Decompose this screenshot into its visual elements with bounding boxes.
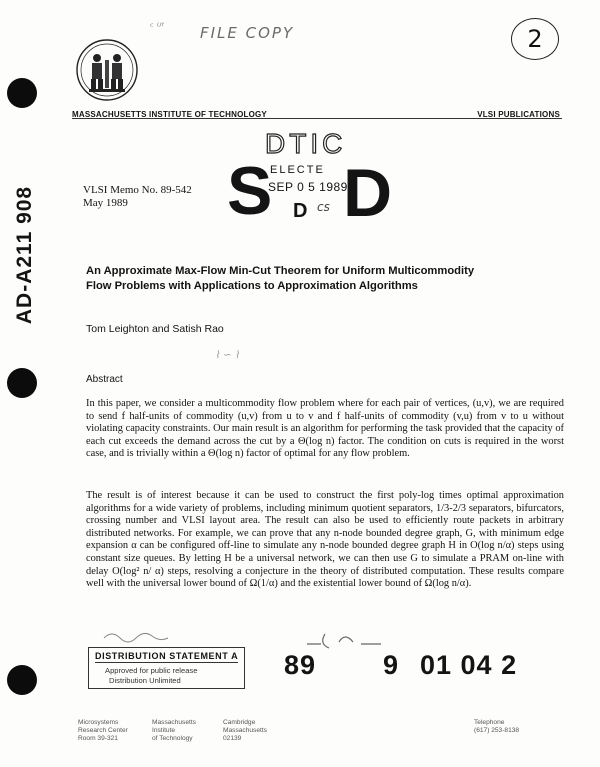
footer-address-city [223,719,267,743]
abstract-paragraph-2: The result is of interest because it can be used to construct the first poly-log times optimal approximation algorithms for a wide variety of problems, including minimum quotient separators, 1/3-2/3 separators, bifurcators, crossing number and VLSI layout area. The result can also be used to efficiently route packets in arbitrary distributed networks. For example, we can prove that any n-node bounded degree graph, G, with minimum edge expansion α can be configured off-line to simulate any n-node bounded degree graph H in O(log n/α) steps using constant size queues. By letting H be a universal network, we can then use G to simulate a PRAM on-line with delay O(log² n/ α) steps, resolving a conjecture in the theory of distributed computation. These results compare well with the universal lower bound of Ω(1/α) and the existential lower bound of Ω(log n/α). [86,490,564,590]
footer-line: Telephone [474,719,505,726]
institution-name: MASSACHUSETTS INSTITUTE OF TECHNOLOGY [72,110,267,119]
handwritten-margin-scribble: ⌇ ∽ ⌇ [215,350,240,361]
dtic-stamp [225,128,393,232]
memo-date: May 1989 [83,197,128,209]
footer-line: of Technology [152,735,193,742]
footer-address-department [78,719,128,743]
footer-line: Room 39-321 [78,735,118,742]
stamp-number-89: 89 [284,650,317,680]
footer-line: Institute [152,727,176,734]
handwritten-scribble: ᶜ ᵁᶠ [150,22,165,33]
binder-hole-top [7,78,37,108]
stamp-number-010042: 01 04 2 [420,650,518,680]
handwritten-scrawl-left [100,628,180,644]
footer-line: Cambridge [223,719,256,726]
footer-line: Massachusetts [152,719,196,726]
dtic-letter-d-large: D [343,155,393,231]
distribution-statement-approved: Approved for public release [105,666,198,675]
memo-number: VLSI Memo No. 89-542 [83,184,192,196]
circled-number-badge [511,18,559,60]
paper-title-line-2: Flow Problems with Applications to Approximation Algorithms [86,280,418,292]
footer-line: 02139 [223,735,242,742]
dtic-letter-s: S [227,153,273,229]
binder-hole-middle [7,368,37,398]
footer-line: (617) 253-8138 [474,727,520,734]
handwritten-scrawl-right [305,630,395,652]
binder-hole-bottom [7,665,37,695]
dtic-electe: ELECTE [270,164,325,176]
dtic-handwritten-mark: cs [317,200,330,214]
stamp-number-9: 9 [383,650,400,680]
dtic-letter-d-small: D [293,200,308,222]
circled-number: 2 [527,25,543,53]
footer-address-institute [152,719,196,743]
footer-line: Massachusetts [223,727,267,734]
distribution-statement-unlimited: Distribution Unlimited [109,676,181,685]
paper-authors: Tom Leighton and Satish Rao [86,323,224,335]
paper-title-line-1: An Approximate Max-Flow Min-Cut Theorem for Uniform Multicommodity [86,265,475,277]
dtic-date: SEP 0 5 1989 [268,180,348,194]
accession-number-wrapper [2,155,48,355]
mit-seal-logo [75,38,139,102]
abstract-label: Abstract [86,374,123,385]
header-rule [72,118,562,119]
footer-line: Research Center [78,727,128,734]
dtic-label: DTIC [265,128,347,159]
distribution-statement-stamp [88,647,245,689]
abstract-paragraph-1: In this paper, we consider a multicommodity flow problem where for each pair of vertices, (u,v), we are required to send f half-units of commodity (u,v) from u to v and f half-units of commodity (v,u) from v to u without violating capacity constraints. Our main result is an algorithm for performing the task provided that the capacity of each cut exceeds the demand across the cut by a Θ(log n) factor. The condition on cuts is required in the worst case, and is trivially within a Θ(log n) factor of optimal for any flow problem. [86,398,564,460]
footer-line: Microsystems [78,719,119,726]
series-name: VLSI PUBLICATIONS [477,110,560,119]
accession-number: AD-A211 908 [13,185,36,325]
handwritten-file-copy-note: FILE COPY [200,24,295,42]
footer-telephone [474,719,519,735]
distribution-statement-title: DISTRIBUTION STATEMENT A [95,651,239,661]
